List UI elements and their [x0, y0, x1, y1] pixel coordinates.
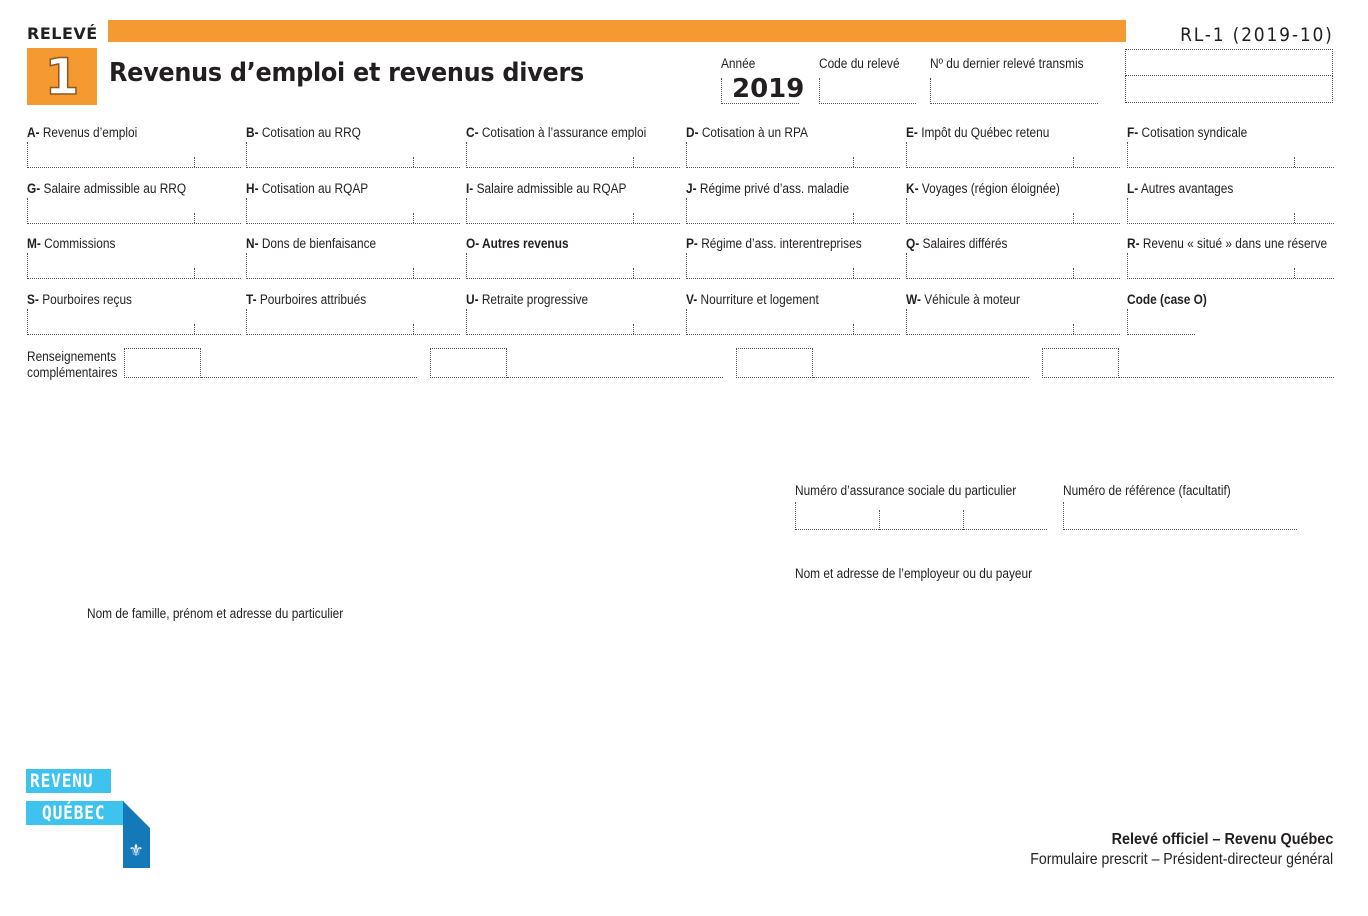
annee-label: Année [721, 56, 756, 71]
annee-field[interactable] [721, 74, 805, 104]
case-o[interactable]: O- Autres revenus [466, 236, 686, 292]
form-code: RL-1 (2019-10) [1180, 24, 1334, 46]
case-f[interactable]: F- Cotisation syndicale [1127, 125, 1347, 181]
prescribed-line: Formulaire prescrit – Président-directeur général [1030, 851, 1333, 868]
case-i-field[interactable] [466, 198, 680, 224]
case-i[interactable]: I- Salaire admissible au RQAP [466, 181, 686, 237]
case-v-field[interactable] [686, 309, 900, 335]
case-a[interactable]: A- Revenus d’emploi [27, 125, 247, 181]
case-w[interactable]: W- Véhicule à moteur [906, 292, 1126, 348]
case-m-field[interactable] [27, 253, 241, 279]
case-h-field[interactable] [246, 198, 460, 224]
case-q[interactable]: Q- Salaires différés [906, 236, 1126, 292]
case-e-field[interactable] [906, 142, 1120, 168]
renseignements-code-3[interactable] [736, 348, 813, 378]
code-releve-field[interactable] [819, 78, 916, 104]
case-d[interactable]: D- Cotisation à un RPA [686, 125, 906, 181]
annee-value: 2019 [732, 74, 805, 104]
releve-number: 1 [44, 47, 80, 106]
official-line: Relevé officiel – Revenu Québec [1111, 831, 1333, 848]
logo-revenu: REVENU [30, 770, 94, 792]
renseignements-value-1[interactable] [201, 348, 417, 378]
case-l-field[interactable] [1127, 198, 1334, 224]
dernier-releve-label: Nº du dernier relevé transmis [930, 56, 1084, 71]
releve-number-badge [27, 48, 97, 105]
header-orange-bar [108, 20, 1126, 42]
case-r-field[interactable] [1127, 253, 1334, 279]
case-k[interactable]: K- Voyages (région éloignée) [906, 181, 1126, 237]
renseignements-value-3[interactable] [813, 348, 1029, 378]
renseignements-code-1[interactable] [124, 348, 201, 378]
nas-label: Numéro d’assurance sociale du particulier [795, 483, 1017, 498]
case-p[interactable]: P- Régime d’ass. interentreprises [686, 236, 906, 292]
case-j[interactable]: J- Régime privé d’ass. maladie [686, 181, 906, 237]
reference-label: Numéro de référence (facultatif) [1063, 483, 1231, 498]
dernier-releve-field[interactable] [930, 78, 1098, 104]
code-releve-label: Code du relevé [819, 56, 900, 71]
nas-field-1[interactable] [795, 502, 879, 530]
renseignements-value-4[interactable] [1119, 348, 1334, 378]
case-l[interactable]: L- Autres avantages [1127, 181, 1347, 237]
case-t-field[interactable] [246, 309, 460, 335]
page-title: Revenus d’emploi et revenus divers [109, 58, 584, 88]
case-r[interactable]: R- Revenu « situé » dans une réserve [1127, 236, 1347, 292]
barcode-box-bottom [1125, 76, 1333, 103]
case-b[interactable]: B- Cotisation au RRQ [246, 125, 466, 181]
case-v[interactable]: V- Nourriture et logement [686, 292, 906, 348]
barcode-box-top [1125, 49, 1333, 76]
case-h[interactable]: H- Cotisation au RQAP [246, 181, 466, 237]
case-q-field[interactable] [906, 253, 1120, 279]
renseignements-value-2[interactable] [507, 348, 723, 378]
case-s-field[interactable] [27, 309, 241, 335]
case-n[interactable]: N- Dons de bienfaisance [246, 236, 466, 292]
case-b-field[interactable] [246, 142, 460, 168]
case-c[interactable]: C- Cotisation à l’assurance emploi [466, 125, 686, 181]
nas-field-2[interactable] [879, 510, 963, 530]
logo-quebec: QUÉBEC [42, 802, 106, 824]
case-k-field[interactable] [906, 198, 1120, 224]
case-d-field[interactable] [686, 142, 900, 168]
case-p-field[interactable] [686, 253, 900, 279]
fleur-de-lis-icon: ⚜ [128, 841, 144, 860]
case-code-o[interactable]: Code (case O) [1127, 292, 1347, 348]
case-f-field[interactable] [1127, 142, 1334, 168]
case-code-o-field[interactable] [1127, 309, 1195, 335]
case-m[interactable]: M- Commissions [27, 236, 247, 292]
nas-field-3[interactable] [963, 510, 1047, 530]
case-s[interactable]: S- Pourboires reçus [27, 292, 247, 348]
case-g-field[interactable] [27, 198, 241, 224]
renseignements-code-2[interactable] [430, 348, 507, 378]
renseignements-code-4[interactable] [1042, 348, 1119, 378]
case-t[interactable]: T- Pourboires attribués [246, 292, 466, 348]
case-j-field[interactable] [686, 198, 900, 224]
case-g[interactable]: G- Salaire admissible au RRQ [27, 181, 247, 237]
case-w-field[interactable] [906, 309, 1120, 335]
case-e[interactable]: E- Impôt du Québec retenu [906, 125, 1126, 181]
employeur-label: Nom et adresse de l’employeur ou du payeur [795, 566, 1033, 581]
reference-field[interactable] [1063, 502, 1297, 530]
case-u[interactable]: U- Retraite progressive [466, 292, 686, 348]
case-n-field[interactable] [246, 253, 460, 279]
case-u-field[interactable] [466, 309, 680, 335]
particulier-nom-label: Nom de famille, prénom et adresse du particulier [87, 606, 344, 621]
case-o-field[interactable] [466, 253, 680, 279]
case-c-field[interactable] [466, 142, 680, 168]
case-a-field[interactable] [27, 142, 241, 168]
renseignements-label: Renseignements complémentaires [27, 349, 118, 380]
releve-word: RELEVÉ [27, 24, 98, 43]
